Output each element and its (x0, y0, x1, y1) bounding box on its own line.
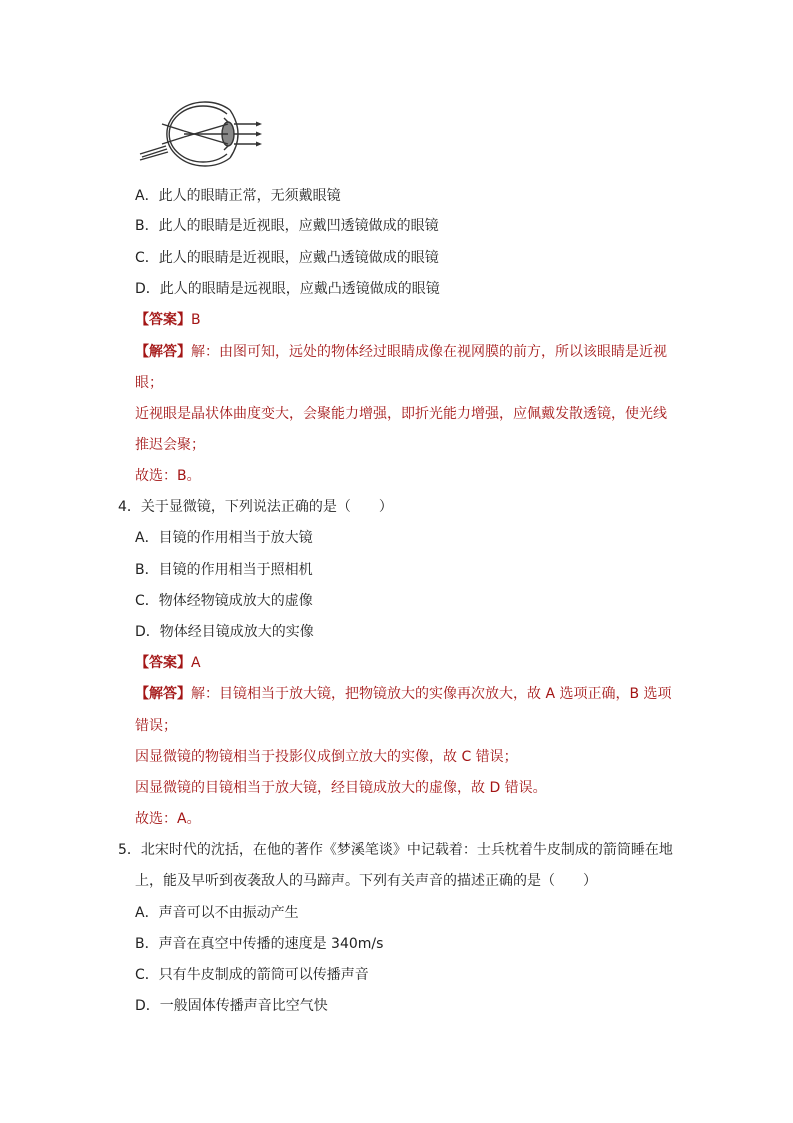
q3-option-b: B．此人的眼睛是近视眼，应戴凹透镜做成的眼镜 (135, 218, 439, 234)
q3-analysis-line: 近视眼是晶状体曲度变大，会聚能力增强，即折光能力增强，应佩戴发散透镜，使光线 (135, 406, 667, 422)
q5-stem: 上，能及早听到夜袭敌人的马蹄声。下列有关声音的描述正确的是（ ） (135, 873, 597, 889)
q4-option-a: A．目镜的作用相当于放大镜 (135, 530, 313, 546)
answer-value: A (191, 655, 201, 671)
q5-option-a: A．声音可以不由振动产生 (135, 905, 299, 921)
q3-answer (135, 310, 201, 330)
q3-analysis-line: 故选：B。 (135, 468, 201, 484)
q5-option-d: D．一般固体传播声音比空气快 (135, 998, 328, 1014)
eye-diagram (136, 96, 266, 172)
analysis-tag: 【解答】 (135, 344, 191, 360)
q3-option-d: D．此人的眼睛是远视眼，应戴凸透镜做成的眼镜 (135, 281, 440, 297)
q4-stem: 4．关于显微镜，下列说法正确的是（ ） (118, 499, 393, 515)
q3-analysis-line: 眼； (135, 375, 163, 391)
q3-option-a: A．此人的眼睛正常，无须戴眼镜 (135, 188, 341, 204)
q5-option-c: C．只有牛皮制成的箭筒可以传播声音 (135, 967, 369, 983)
analysis-text: 解：由图可知，远处的物体经过眼睛成像在视网膜的前方，所以该眼睛是近视 (191, 344, 667, 360)
answer-value: B (191, 312, 201, 328)
q5-stem: 5．北宋时代的沈括，在他的著作《梦溪笔谈》中记载着：士兵枕着牛皮制成的箭筒睡在地 (118, 842, 673, 858)
answer-tag: 【答案】 (135, 312, 191, 328)
q3-analysis-line: 推迟会聚； (135, 437, 205, 453)
q3-analysis-line (135, 342, 667, 362)
q4-option-b: B．目镜的作用相当于照相机 (135, 562, 313, 578)
answer-tag: 【答案】 (135, 655, 191, 671)
q4-analysis-line: 因显微镜的目镜相当于放大镜，经目镜成放大的虚像，故 D 错误。 (135, 780, 547, 796)
analysis-text: 解：目镜相当于放大镜，把物镜放大的实像再次放大，故 A 选项正确，B 选项 (191, 686, 672, 702)
analysis-tag: 【解答】 (135, 686, 191, 702)
q4-answer (135, 653, 201, 673)
q4-analysis-line: 因显微镜的物镜相当于投影仪成倒立放大的实像，故 C 错误； (135, 749, 518, 765)
q5-option-b: B．声音在真空中传播的速度是 340m/s (135, 936, 384, 952)
q3-option-c: C．此人的眼睛是近视眼，应戴凸透镜做成的眼镜 (135, 250, 439, 266)
q4-analysis-line: 故选：A。 (135, 811, 201, 827)
q4-analysis-line: 错误； (135, 718, 177, 734)
q4-analysis-line (135, 684, 672, 704)
q4-option-d: D．物体经目镜成放大的实像 (135, 624, 314, 640)
q4-option-c: C．物体经物镜成放大的虚像 (135, 593, 313, 609)
